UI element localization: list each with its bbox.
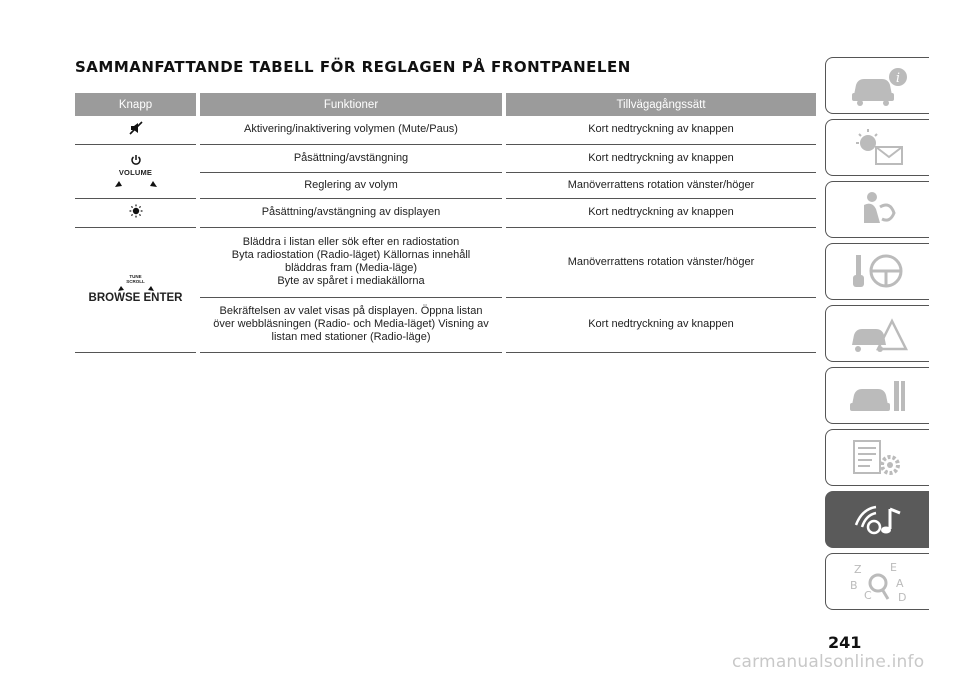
tab-starting[interactable] xyxy=(825,243,929,300)
watermark: carmanualsonline.info xyxy=(732,652,925,672)
tab-emergency[interactable] xyxy=(825,305,929,362)
tillvagagang-cell: Manöverrattens rotation vänster/höger xyxy=(506,172,816,198)
tillvagagang-cell: Kort nedtryckning av knappen xyxy=(506,198,816,227)
svg-text:D: D xyxy=(897,590,906,604)
table-row xyxy=(75,116,816,144)
svg-text:C: C xyxy=(863,588,872,602)
technical-data-gears-icon xyxy=(846,435,910,481)
tillvagagang-cell: Kort nedtryckning av knappen xyxy=(506,144,816,172)
funktion-cell: Reglering av volym xyxy=(200,172,502,198)
tab-multimedia[interactable] xyxy=(825,491,929,548)
controls-summary-table xyxy=(75,93,816,353)
funktion-cell: Bekräftelsen av valet visas på displayen. Öppna listan över webbläsningen (Radio- och Media-läget) Visning av listan med stationer (Radio-läge) xyxy=(200,297,502,352)
page-number: 241 xyxy=(828,633,862,652)
funktion-cell: Påsättning/avstängning av displayen xyxy=(200,198,502,227)
knapp-cell xyxy=(75,198,196,227)
svg-text:i: i xyxy=(895,70,900,86)
tab-warning-lights[interactable] xyxy=(825,119,929,176)
funktion-cell: Aktivering/inaktivering volymen (Mute/Paus) xyxy=(200,116,502,144)
tab-technical-data[interactable] xyxy=(825,429,929,486)
display-brightness-icon xyxy=(129,204,143,218)
scroll-label: SCROLL xyxy=(126,279,145,284)
table-header-row xyxy=(75,93,816,116)
tab-car-info[interactable] xyxy=(825,57,929,114)
rotation-arrows-icon xyxy=(113,179,159,188)
key-steering-wheel-icon xyxy=(846,249,910,295)
tab-safety[interactable] xyxy=(825,181,929,238)
svg-text:Z: Z xyxy=(853,562,862,576)
seat-airbag-icon xyxy=(846,187,910,233)
car-crash-warning-icon xyxy=(846,311,910,357)
car-maintenance-tools-icon xyxy=(846,373,910,419)
multimedia-music-icon xyxy=(846,497,910,543)
header-tillvagagangssatt: Tillvägagångssätt xyxy=(506,93,816,116)
tillvagagang-cell: Kort nedtryckning av knappen xyxy=(506,116,816,144)
tune-label: TUNE xyxy=(129,274,142,279)
browse-enter-label: BROWSE ENTER xyxy=(88,292,183,304)
tune-scroll-knob-icon xyxy=(116,284,156,292)
knapp-cell xyxy=(75,144,196,198)
power-icon xyxy=(130,154,142,166)
table-row xyxy=(75,198,816,227)
mute-speaker-icon xyxy=(129,121,143,135)
alphabetical-index-search-icon xyxy=(846,559,910,605)
tillvagagang-cell: Kort nedtryckning av knappen xyxy=(506,297,816,352)
table-row xyxy=(75,144,816,172)
funktion-cell: Bläddra i listan eller sök efter en radiostation Byta radiostation (Radio-läget) Källornas innehåll bläddras fram (Media-läge) Byte av spåret i mediakällorna xyxy=(200,227,502,297)
tab-index[interactable] xyxy=(825,553,929,610)
svg-text:E: E xyxy=(889,560,897,574)
header-knapp: Knapp xyxy=(75,93,196,116)
volume-label: VOLUME xyxy=(118,168,153,177)
funktion-cell: Påsättning/avstängning xyxy=(200,144,502,172)
knapp-cell xyxy=(75,116,196,144)
tab-maintenance[interactable] xyxy=(825,367,929,424)
knapp-cell xyxy=(75,227,196,352)
car-info-icon xyxy=(846,63,910,109)
tillvagagang-cell: Manöverrattens rotation vänster/höger xyxy=(506,227,816,297)
svg-text:A: A xyxy=(895,576,904,590)
warning-lights-message-icon xyxy=(846,125,910,171)
header-funktioner: Funktioner xyxy=(200,93,502,116)
table-row xyxy=(75,227,816,297)
page-title: SAMMANFATTANDE TABELL FÖR REGLAGEN PÅ FRONTPANELEN xyxy=(75,58,631,76)
svg-text:B: B xyxy=(849,578,858,592)
